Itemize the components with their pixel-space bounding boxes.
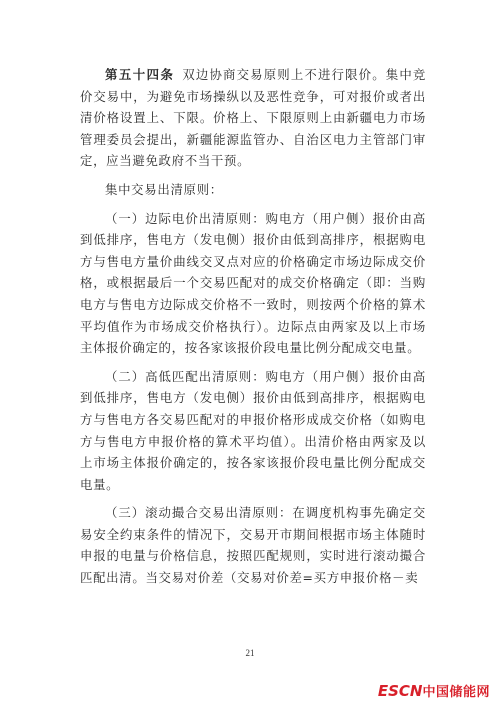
escn-watermark-logo bbox=[378, 681, 490, 700]
page-number: 21 bbox=[245, 648, 255, 658]
article-text: 双边协商交易原则上不进行限价。集中竞价交易中，为避免市场操纵以及恶性竞争，可对报价或者出清价格设置上、下限。价格上、下限原则上由新疆电力市场管理委员会提出，新疆能源监管办、自治区电力主管部门审定，应当避免政府不当干预。 bbox=[80, 67, 427, 169]
paragraph-marginal-price: （一）边际电价出清原则：购电方（用户侧）报价由高到低排序，售电方（发电侧）报价由低到高排序，根据购电方与售电方量价曲线交叉点对应的价格确定市场边际成交价格，或根据最后一个交易匹配对的成交价格确定（即：当购电方与售电方边际成交价格不一致时，则按两个价格的算术平均值作为市场成交价格执行）。边际点由两家及以上市场主体报价确定的，按各家该报价段电量比例分配成交电量。 bbox=[80, 210, 426, 356]
article-label: 第五十四条 bbox=[105, 67, 175, 82]
paragraph-rolling-matching: （三）滚动撮合交易出清原则：在调度机构事先确定交易安全约束条件的情况下，交易开市期间根据市场主体随时申报的电量与价格信息，按照匹配规则，实时进行滚动撮合匹配出清。当交易对价差（交易对价差=买方申报价格－卖 bbox=[80, 505, 426, 586]
page-body bbox=[80, 64, 426, 596]
article-paragraph bbox=[80, 64, 426, 172]
clearing-principles-heading: 集中交易出清原则： bbox=[105, 181, 223, 197]
watermark-latin: ESCN bbox=[377, 682, 423, 700]
watermark-chinese: 中国储能网 bbox=[422, 685, 490, 700]
paragraph-high-low-matching: （二）高低匹配出清原则：购电方（用户侧）报价由高到低排序，售电方（发电侧）报价由低到高排序，根据购电方与售电方各交易匹配对的申报价格形成成交价格（如购电方与售电方申报价格的算术平均值）。出清价格由两家及以上市场主体报价确定的，按各家该报价段电量比例分配成交电量。 bbox=[80, 368, 426, 492]
